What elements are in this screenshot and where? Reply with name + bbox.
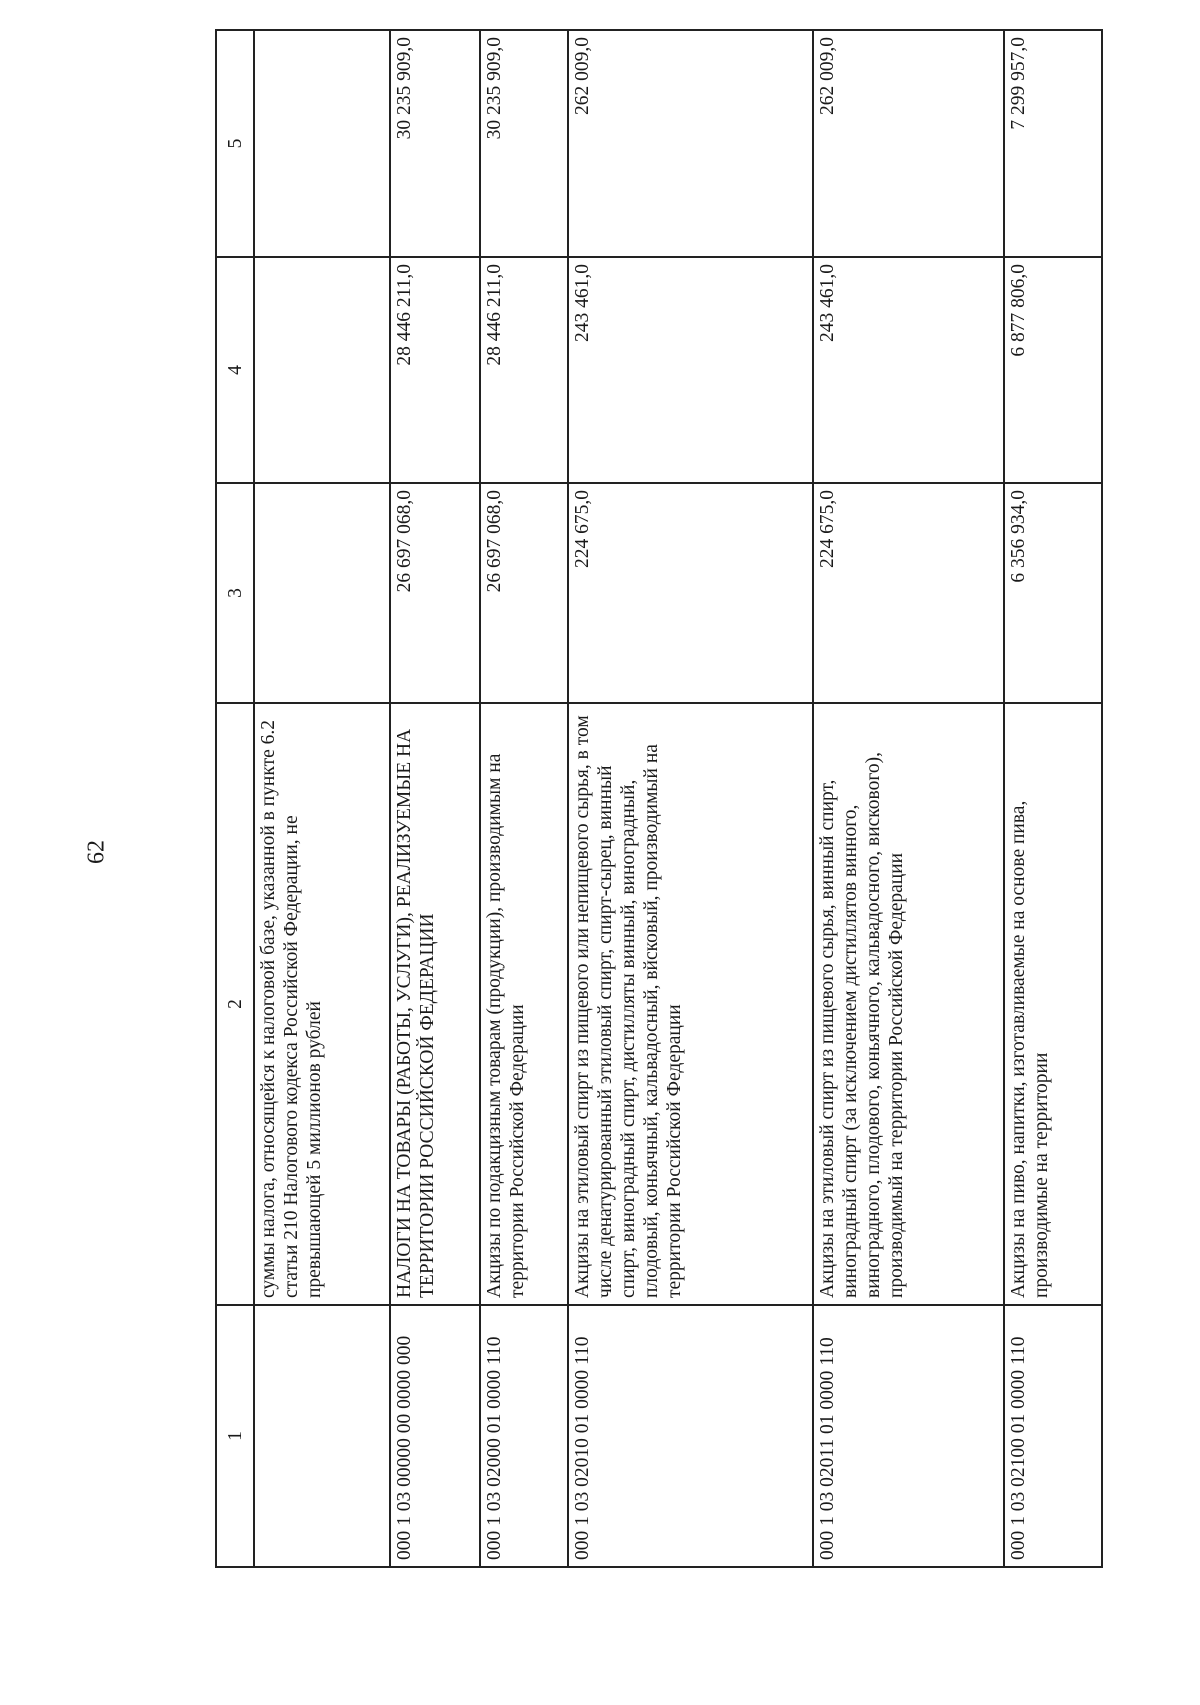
row-code: 000 1 03 02100 01 0000 110 [1004, 1305, 1102, 1567]
row-name: Акцизы на этиловый спирт из пищевого или непищевого сырья, в том числе денатурированный этиловый спирт, спирт-сырец, винный спирт, виноградный спирт, дистилляты винный, виноградный, плодовый, коньячный, кальвадосный, вйсковый, производимый на территории Российской Федерации [568, 703, 813, 1305]
page-number: 62 [83, 840, 110, 864]
row-code: 000 1 03 02000 01 0000 110 [480, 1305, 568, 1567]
row-value-col4: 243 461,0 [813, 257, 1004, 483]
row-code [254, 1305, 390, 1567]
rotated-sheet [215, 37, 1101, 1568]
row-value-col5 [254, 30, 390, 257]
row-value-col3: 26 697 068,0 [480, 483, 568, 703]
row-value-col4: 28 446 211,0 [480, 257, 568, 483]
budget-table [215, 29, 1103, 1568]
row-name: Акцизы на этиловый спирт из пищевого сырья, винный спирт, виноградный спирт (за исключением дистиллятов винного, виноградного, плодового, коньячного, кальвадосного, вискового), производимый на территории Российской Федерации [813, 703, 1004, 1305]
row-value-col3: 224 675,0 [813, 483, 1004, 703]
table-row [254, 30, 390, 1567]
row-code: 000 1 03 00000 00 0000 000 [390, 1305, 480, 1567]
row-value-col3: 6 356 934,0 [1004, 483, 1102, 703]
row-value-col3: 224 675,0 [568, 483, 813, 703]
row-value-col4 [254, 257, 390, 483]
row-name: суммы налога, относящейся к налоговой базе, указанной в пункте 6.2 статьи 210 Налогового кодекса Российской Федерации, не превышающей 5 миллионов рублей [254, 703, 390, 1305]
row-code: 000 1 03 02011 01 0000 110 [813, 1305, 1004, 1567]
row-code: 000 1 03 02010 01 0000 110 [568, 1305, 813, 1567]
header-col-3: 3 [216, 483, 254, 703]
header-col-5: 5 [216, 30, 254, 257]
header-col-4: 4 [216, 257, 254, 483]
header-col-1: 1 [216, 1305, 254, 1567]
row-name: Акцизы на пиво, напитки, изготавливаемые на основе пива, производимые на территории [1004, 703, 1102, 1305]
row-name: Акцизы по подакцизным товарам (продукции), производимым на территории Российской Федерации [480, 703, 568, 1305]
row-value-col4: 243 461,0 [568, 257, 813, 483]
table-rotation-frame [215, 37, 1101, 1568]
table-row [390, 30, 480, 1567]
header-col-2: 2 [216, 703, 254, 1305]
row-value-col3: 26 697 068,0 [390, 483, 480, 703]
row-value-col5: 30 235 909,0 [480, 30, 568, 257]
row-value-col3 [254, 483, 390, 703]
row-value-col4: 6 877 806,0 [1004, 257, 1102, 483]
row-value-col5: 262 009,0 [813, 30, 1004, 257]
table-header-row [216, 30, 254, 1567]
row-value-col5: 7 299 957,0 [1004, 30, 1102, 257]
row-name: НАЛОГИ НА ТОВАРЫ (РАБОТЫ, УСЛУГИ), РЕАЛИЗУЕМЫЕ НА ТЕРРИТОРИИ РОССИЙСКОЙ ФЕДЕРАЦИИ [390, 703, 480, 1305]
table-row [480, 30, 568, 1567]
row-value-col5: 262 009,0 [568, 30, 813, 257]
table-row [568, 30, 813, 1567]
table-row [1004, 30, 1102, 1567]
table-row [813, 30, 1004, 1567]
row-value-col4: 28 446 211,0 [390, 257, 480, 483]
row-value-col5: 30 235 909,0 [390, 30, 480, 257]
